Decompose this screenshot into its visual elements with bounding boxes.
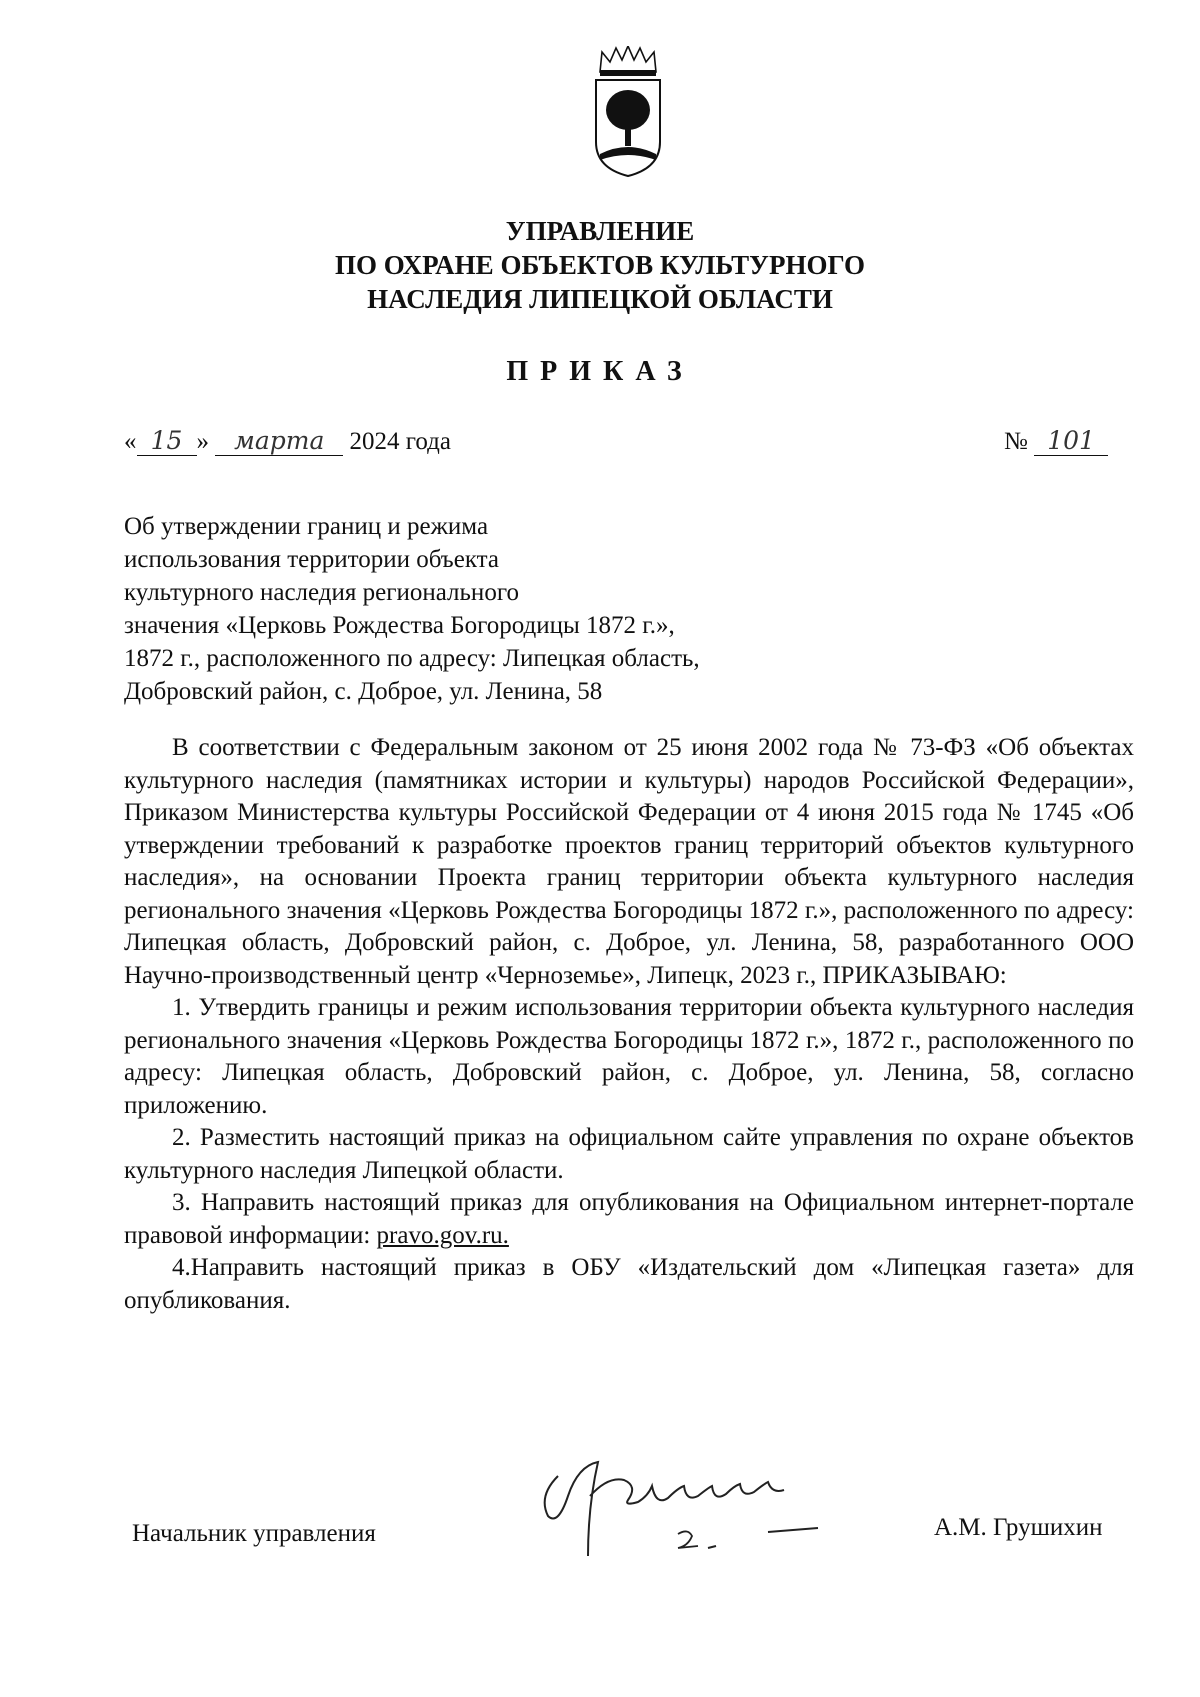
- date-close-quote: »: [196, 428, 209, 455]
- order-date: [124, 426, 451, 456]
- subject-line: использования территории объекта: [124, 546, 499, 573]
- pravo-link[interactable]: pravo.gov.ru.: [376, 1221, 509, 1249]
- order-number: [1004, 426, 1108, 456]
- order-item-3-text: 3. Направить настоящий приказ для опубликования на Официальном интернет-портале правовой информации:: [124, 1189, 1134, 1249]
- org-name-line-1: УПРАВЛЕНИЕ: [505, 216, 695, 246]
- signer-position: Начальник управления: [132, 1520, 376, 1547]
- handwritten-signature: [528, 1436, 868, 1576]
- subject-line: значения «Церковь Рождества Богородицы 1872 г.»,: [124, 612, 675, 639]
- number-value: 101: [1034, 426, 1108, 456]
- date-open-quote: «: [124, 428, 137, 455]
- order-item-2: 2. Разместить настоящий приказ на официальном сайте управления по охране объектов культурного наследия Липецкой области.: [124, 1124, 1134, 1184]
- date-month: марта: [215, 426, 343, 456]
- subject-line: Добровский район, с. Доброе, ул. Ленина, 58: [124, 678, 603, 705]
- coat-of-arms-emblem: [588, 46, 668, 178]
- subject-line: культурного наследия регионального: [124, 579, 519, 606]
- subject-line: 1872 г., расположенного по адресу: Липецкая область,: [124, 645, 700, 672]
- order-subject: [124, 510, 884, 708]
- date-day: 15: [137, 426, 197, 456]
- order-body: [124, 732, 1134, 1317]
- subject-line: Об утверждении границ и режима: [124, 513, 489, 540]
- date-year: 2024 года: [349, 428, 451, 455]
- org-name-line-2: ПО ОХРАНЕ ОБЪЕКТОВ КУЛЬТУРНОГО: [335, 250, 865, 280]
- preamble-paragraph: В соответствии с Федеральным законом от 25 июня 2002 года № 73-ФЗ «Об объектах культурного наследия (памятниках истории и культуры) народов Российской Федерации», Приказом Министерства культуры Российской Федерации от 4 июня 2015 года № 1745 «Об утверждении требований к разработке проектов границ территорий объектов культурного наследия», на основании Проекта границ территории объекта культурного наследия регионального значения «Церковь Рождества Богородицы 1872 г.», расположенного по адресу: Липецкая область, Добровский район, с. Доброе, ул. Ленина, 58, разработанного ООО Научно-производственный центр «Черноземье», Липецк, 2023 г., ПРИКАЗЫВАЮ:: [124, 734, 1134, 989]
- signer-name: А.М. Грушихин: [934, 1514, 1103, 1541]
- order-item-3: [124, 1187, 1134, 1252]
- org-name-line-3: НАСЛЕДИЯ ЛИПЕЦКОЙ ОБЛАСТИ: [367, 284, 833, 314]
- document-type-title: ПРИКАЗ: [506, 356, 694, 387]
- order-item-1: 1. Утвердить границы и режим использования территории объекта культурного наследия регионального значения «Церковь Рождества Богородицы 1872 г.», 1872 г., расположенного по адресу: Липецкая область, Добровский район, с. Доброе, ул. Ленина, 58, согласно приложению.: [124, 994, 1134, 1119]
- order-item-4: 4.Направить настоящий приказ в ОБУ «Издательский дом «Липецкая газета» для опубликования.: [124, 1254, 1134, 1314]
- number-label: №: [1004, 428, 1028, 455]
